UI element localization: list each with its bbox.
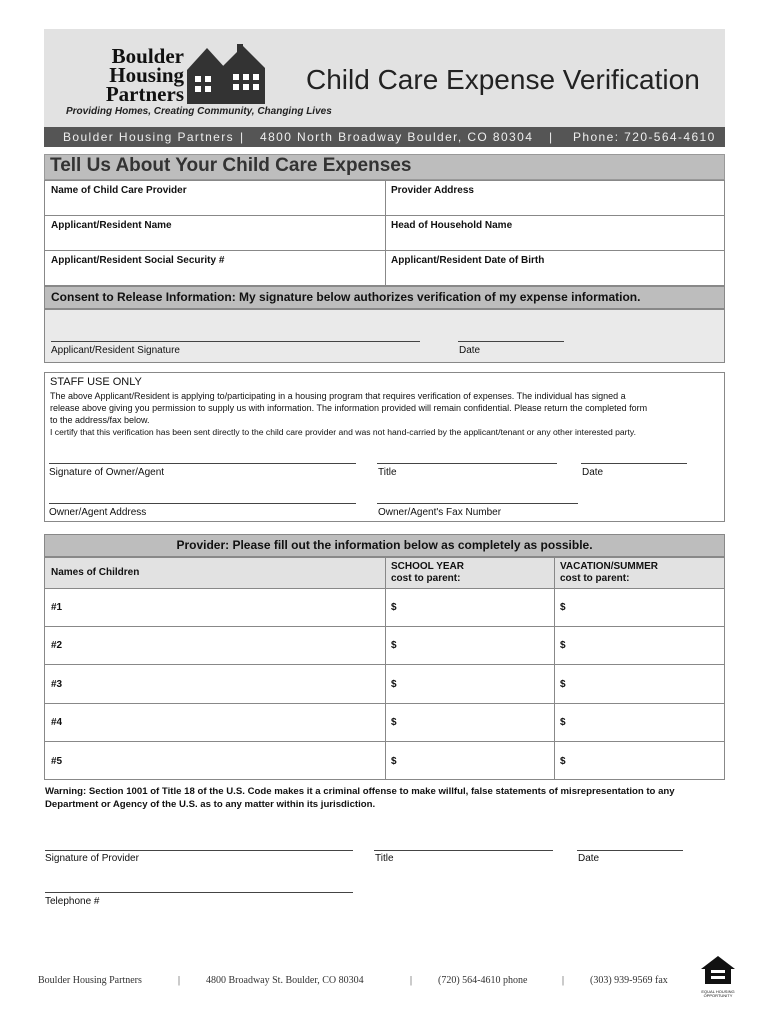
col-divider [385,557,386,780]
logo-line-3: Partners [105,82,184,106]
warning-line-1: Warning: Section 1001 of Title 18 of the U.S. Code makes it a criminal offense to make willful, false statements of misrepresentation to any [45,786,675,797]
staff-para-line-2: release above giving you permission to supply us with information. The information provided will remain confidential. Please return the completed form [50,403,648,413]
row-divider [44,215,725,216]
vacation-cost-2[interactable]: $ [560,640,566,651]
eho-line-1: EQUAL HOUSING [701,989,735,994]
staff-paragraph [50,390,722,438]
tagline: Providing Homes, Creating Community, Changing Lives [66,106,332,117]
address-bar [44,127,725,147]
section-heading: Tell Us About Your Child Care Expenses [50,155,412,176]
col-vacation-line-1: VACATION/SUMMER [560,561,658,572]
child-row-3[interactable]: #3 [51,679,63,690]
col-school-line-1: SCHOOL YEAR [391,561,464,572]
row-divider [44,664,725,665]
staff-heading: STAFF USE ONLY [50,376,142,388]
col-school-line-2: cost to parent: [391,573,461,584]
footer-phone: (720) 564-4610 phone [438,975,528,986]
bar-sep-1: | [240,130,245,144]
bar-org: Boulder Housing Partners [63,130,235,144]
applicant-signature-line[interactable] [51,341,420,342]
school-cost-4[interactable]: $ [391,717,397,728]
provider-date-label: Date [578,853,600,864]
footer-sep-3: | [562,975,565,986]
provider-heading: Provider: Please fill out the information below as completely as possible. [176,538,593,552]
telephone-line[interactable] [45,892,353,893]
owner-address-label: Owner/Agent Address [49,507,147,518]
provider-date-line[interactable] [577,850,683,851]
applicant-signature-label: Applicant/Resident Signature [51,345,180,356]
row-divider [44,703,725,704]
warning-text [45,785,675,811]
owner-signature-line[interactable] [49,463,356,464]
telephone-label: Telephone # [45,896,100,907]
school-cost-1[interactable]: $ [391,602,397,613]
provider-signature-label: Signature of Provider [45,853,139,864]
footer-org: Boulder Housing Partners [38,975,142,986]
col-school-header [391,561,464,585]
footer-sep-2: | [410,975,413,986]
logo-line-1: Boulder [111,44,184,68]
staff-certify-text: I certify that this verification has been sent directly to the child care provider and was not hand-carried by the applicant/tenant or any other interested party. [50,427,636,437]
provider-signature-line[interactable] [45,850,353,851]
owner-title-label: Title [378,467,397,478]
vacation-cost-5[interactable]: $ [560,756,566,767]
bar-address: 4800 North Broadway Boulder, CO 80304 [260,130,534,144]
bar-sep-2: | [549,130,554,144]
equal-housing-logo [700,955,736,998]
eho-line-2: OPPORTUNITY [703,993,733,998]
vacation-cost-1[interactable]: $ [560,602,566,613]
vacation-cost-3[interactable]: $ [560,679,566,690]
houses-logo-icon [185,44,273,106]
footer-address: 4800 Broadway St. Boulder, CO 80304 [206,975,364,986]
provider-title-label: Title [375,853,394,864]
child-row-1[interactable]: #1 [51,602,63,613]
owner-address-line[interactable] [49,503,356,504]
consent-date-line[interactable] [458,341,564,342]
owner-signature-label: Signature of Owner/Agent [49,467,165,478]
col-vacation-line-2: cost to parent: [560,573,630,584]
footer-fax: (303) 939-9569 fax [590,975,668,986]
table-divider [385,180,386,286]
col-divider [554,557,555,780]
row-divider [44,250,725,251]
logo-line-2: Housing [109,63,184,87]
logo-text [82,44,184,106]
owner-fax-line[interactable] [377,503,578,504]
col-vacation-header [560,561,658,585]
applicant-name-field[interactable]: Applicant/Resident Name [51,220,172,231]
ssn-field[interactable]: Applicant/Resident Social Security # [51,255,225,266]
child-row-2[interactable]: #2 [51,640,63,651]
row-divider [44,741,725,742]
provider-title-line[interactable] [374,850,553,851]
head-household-field[interactable]: Head of Household Name [391,220,513,231]
provider-address-field[interactable]: Provider Address [391,185,474,196]
page-title: Child Care Expense Verification [306,64,700,95]
consent-heading: Consent to Release Information: My signature below authorizes verification of my expense information. [51,290,641,304]
eho-text [700,990,736,998]
child-row-5[interactable]: #5 [51,756,63,767]
owner-date-label: Date [582,467,604,478]
owner-title-line[interactable] [377,463,557,464]
school-cost-2[interactable]: $ [391,640,397,651]
warning-line-2: Department or Agency of the U.S. as to any matter within its jurisdiction. [45,799,376,810]
staff-para-line-3: to the address/fax below. [50,415,150,425]
consent-date-label: Date [459,345,481,356]
owner-fax-label: Owner/Agent's Fax Number [378,507,502,518]
school-cost-5[interactable]: $ [391,756,397,767]
school-cost-3[interactable]: $ [391,679,397,690]
owner-date-line[interactable] [581,463,687,464]
col-names-header: Names of Children [51,567,140,578]
provider-name-field[interactable]: Name of Child Care Provider [51,185,187,196]
child-row-4[interactable]: #4 [51,717,63,728]
staff-para-line-1: The above Applicant/Resident is applying to/participating in a housing program that requires verification of expenses. The individual has signed a [50,391,626,401]
row-divider [44,588,725,589]
equal-housing-icon [700,955,736,985]
vacation-cost-4[interactable]: $ [560,717,566,728]
dob-field[interactable]: Applicant/Resident Date of Birth [391,255,545,266]
footer-sep-1: | [178,975,181,986]
bar-phone: Phone: 720-564-4610 [573,130,716,144]
row-divider [44,626,725,627]
